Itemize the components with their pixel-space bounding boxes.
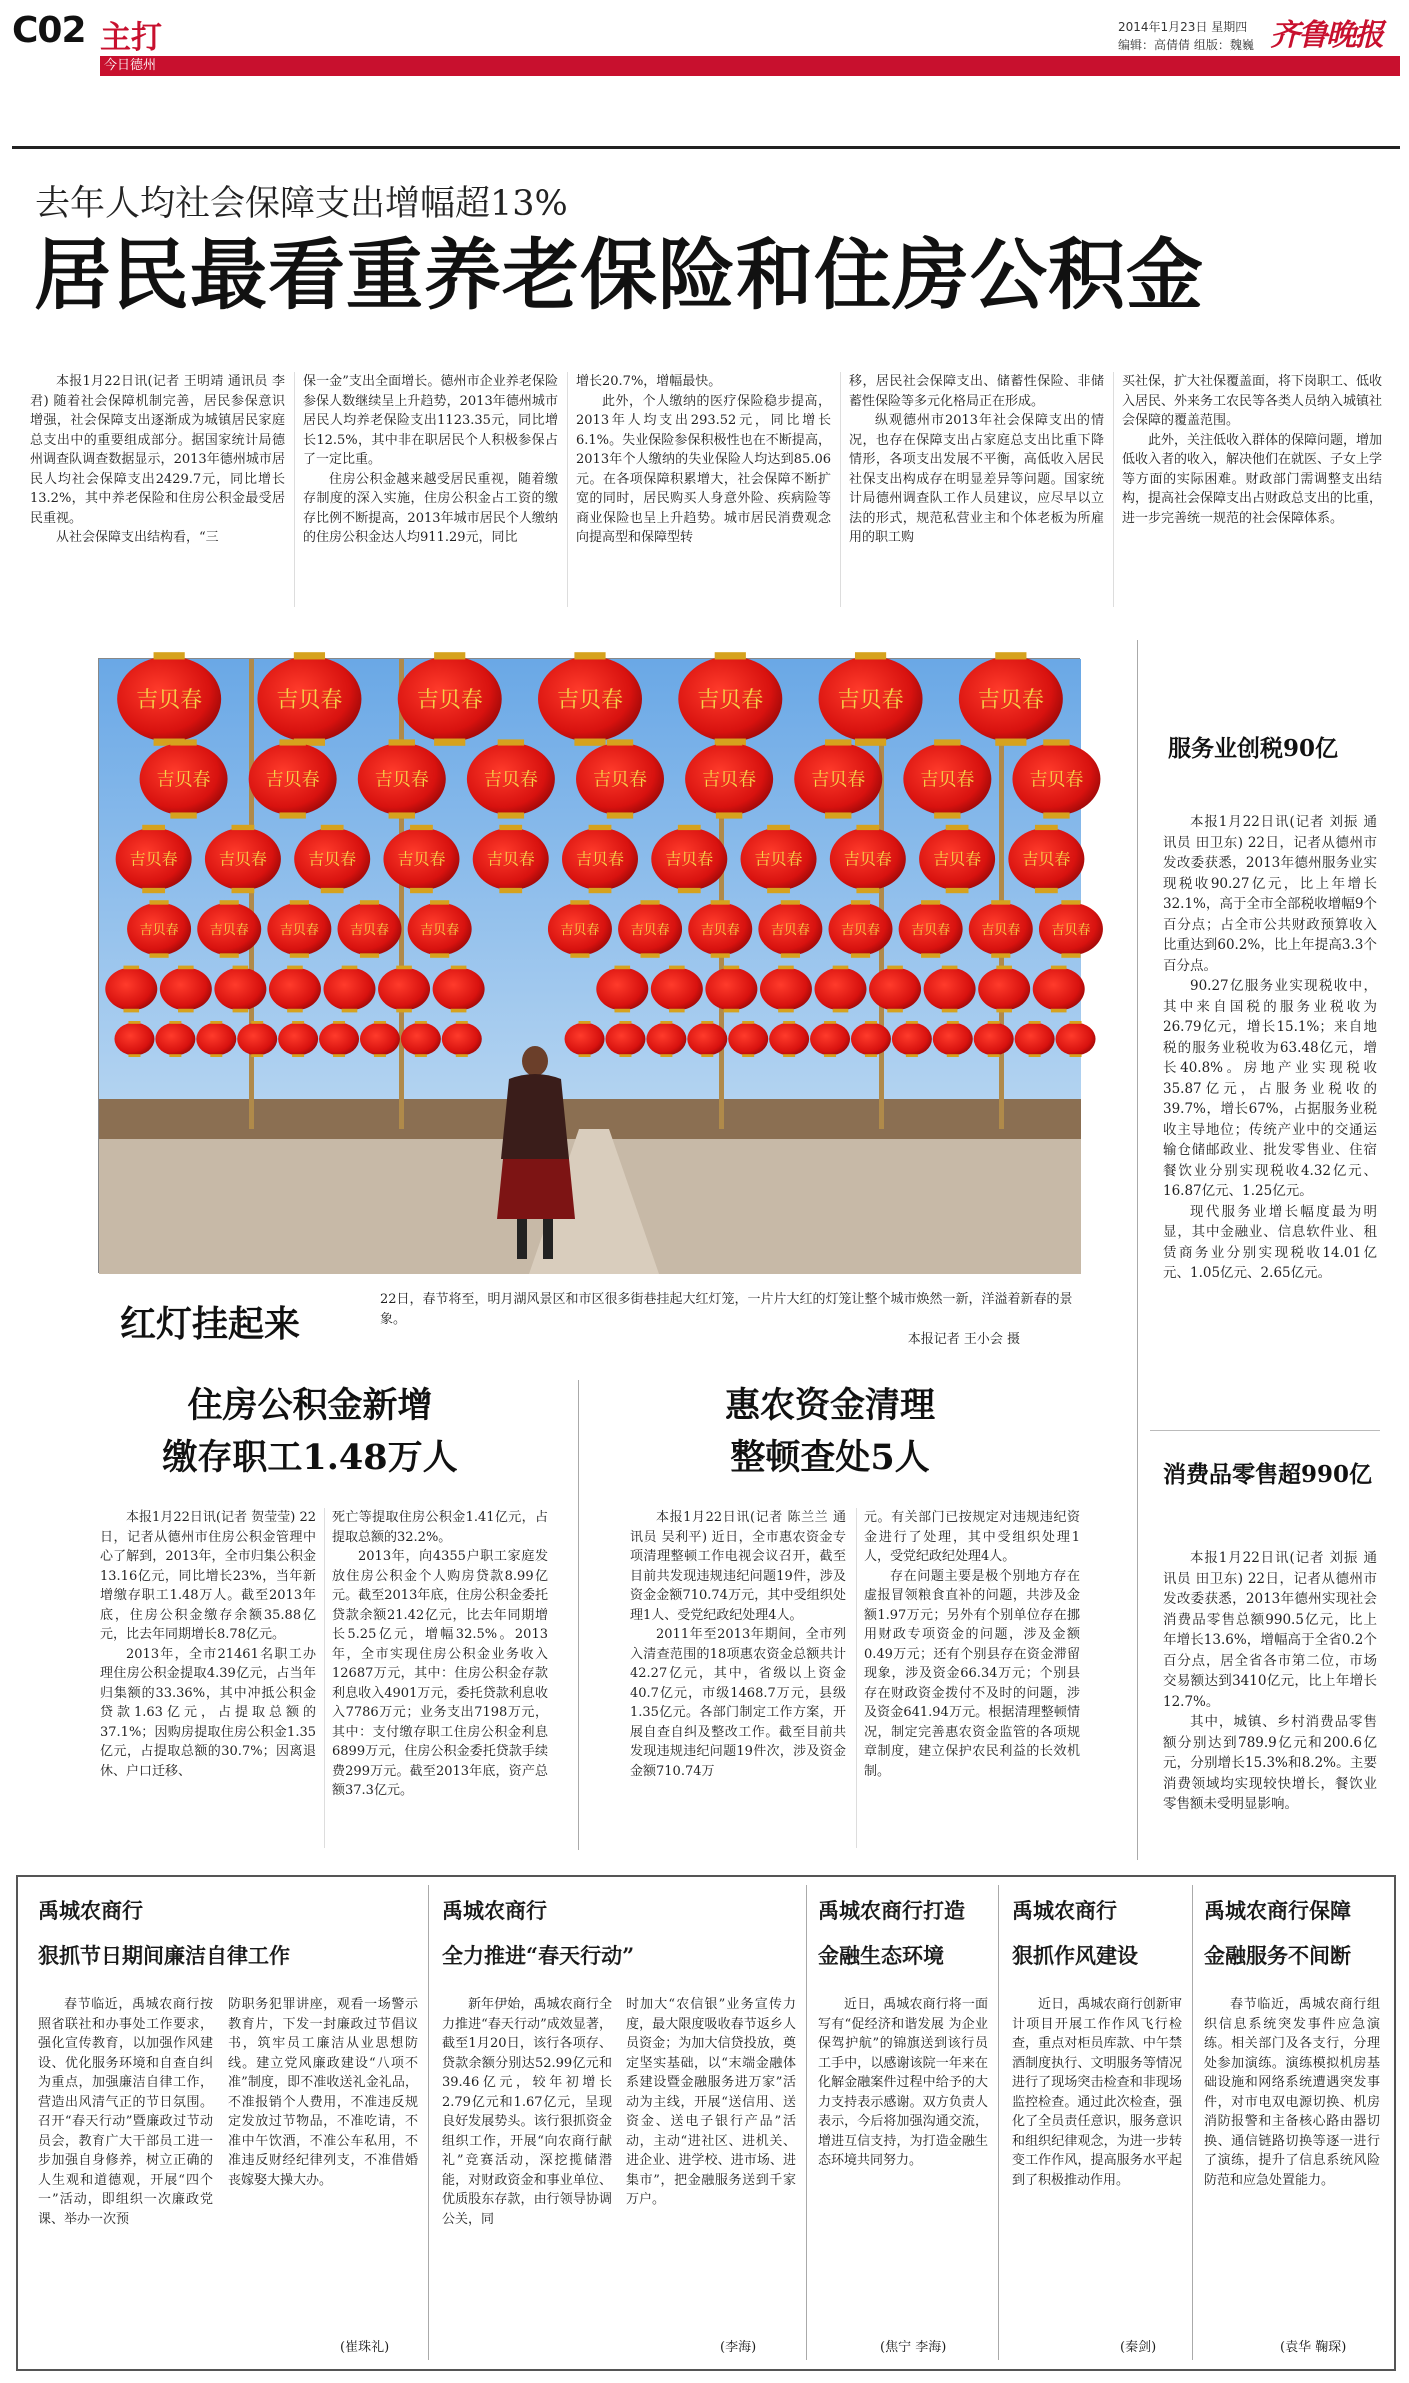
column-divider [1113, 372, 1114, 607]
photo-credit: 本报记者 王小会 摄 [907, 1332, 1020, 1347]
fund-column-2: 死亡等提取住房公积金1.41亿元，占提取总额的32.2%。 2013年，向4355户职工家庭发放住房公积金个人购房贷款8.99亿元。截至2013年底，住房公积金委托贷款余额21.42亿元，比去年同期增长5.25亿元，增幅32.5%。2013年，全市实现住房公积金业务收入12687万元，其中：住房公积金存款利息收入4901万元，委托贷款利息收入7786万元；业务支出7198万元，其中：支付缴存职工住房公积金利息6899万元，住房公积金委托贷款手续费299万元。截至2013年底，资产总额37.3亿元。 [332, 1510, 548, 1798]
lantern-text: 吉贝春 [911, 922, 951, 938]
lantern-text: 吉贝春 [811, 769, 866, 791]
fund-column-1: 本报1月22日讯(记者 贺莹莹) 22日，记者从德州市住房公积金管理中心了解到，2013年，全市归集公积金13.16亿元，同比增长23%，当年新增缴存职工1.48万人。截至2013年底，住房公积金缴存余额35.88亿元，比去年同期增长8.78亿元。 2013年，全市21461名职工办理住房公积金提取4.39亿元，占当年归集额的33.36%，其中冲抵公积金贷款1.63亿元，占提取总额的37.1%；因购房提取住房公积金1.35亿元，占提取总额的30.7%；因离退休、户口迁移、 [100, 1510, 316, 1779]
column-divider [294, 372, 295, 607]
lantern-text: 吉贝春 [265, 769, 320, 791]
lantern-text: 吉贝春 [136, 687, 203, 713]
ad-4-signature: (秦剑) [1120, 2340, 1157, 2355]
services-title: 服务业创税90亿 [1168, 735, 1339, 762]
lantern-text: 吉贝春 [156, 769, 211, 791]
editor-line: 编辑：高倩倩 组版：魏巍 [1118, 38, 1254, 52]
lantern-text: 吉贝春 [840, 922, 881, 938]
lead-column-5: 买社保，扩大社保覆盖面，将下岗职工、低收入居民、外来务工农民等各类人员纳入城镇社会保障的覆盖范围。 此外，关注低收入群体的保障问题，增加低收入者的收入，解决他们在就医、子女上学等方面的实际困难。财政部门需调整支出结构，提高社会保障支出占财政总支出的比重，进一步完善统一规范的社会保障体系。 [1122, 374, 1383, 526]
lantern-text: 吉贝春 [702, 769, 757, 791]
lantern-text: 吉贝春 [1051, 922, 1091, 938]
lantern-text: 吉贝春 [843, 849, 892, 869]
sidebar-divider [1137, 640, 1138, 1860]
lantern-text: 吉贝春 [374, 769, 429, 791]
lantern-text: 吉贝春 [129, 849, 178, 869]
lantern-text: 吉贝春 [486, 849, 535, 869]
lantern-text: 吉贝春 [308, 849, 357, 869]
lantern-text: 吉贝春 [697, 687, 764, 713]
column-divider [856, 1508, 857, 1848]
lantern-text: 吉贝春 [420, 922, 460, 938]
farm-column-2: 元。有关部门已按规定对违规违纪资金进行了处理，其中受组织处理1人，受党纪政纪处理4人。 存在问题主要是极个别地方存在虚报冒领粮食直补的问题，共涉及金额1.97万元；另外有个别单位存在挪用财政专项资金的问题，涉及金额0.49万元；还有个别县存在资金滞留现象，涉及资金66.34万元；个别县存在财政资金拨付不及时的问题，涉及资金641.94万元。根据清理整顿情况，制定完善惠农资金监管的各项规章制度，建立保护农民利益的长效机制。 [864, 1510, 1080, 1779]
lantern-text: 吉贝春 [770, 922, 810, 938]
subsection-label: 今日德州 [104, 58, 157, 73]
ad-2-signature: (李海) [720, 2340, 757, 2355]
services-body: 本报1月22日讯(记者 刘振 通讯员 田卫东) 22日，记者从德州市发改委获悉，2013年德州服务业实现税收90.27亿元，比上年增长32.1%，高于全市全部税收增幅9个百分点；占全市公共财政预算收入比重达到60.2%，比上年提高3.3个百分点。 90.27亿服务业实现税收中，其中来自国税的服务业税收为26.79亿元，增长15.1%；来自地税的服务业税收为63.48亿元，增长40.8%。房地产业实现税收35.87亿元，占服务业税收的39.7%，增长67%，占据服务业税收主导地位；传统产业中的交通运输仓储邮政业、批发零售业、住宿餐饮业分别实现税收4.32亿元、16.87亿元、1.25亿元。 现代服务业增长幅度最为明显，其中金融业、信息软件业、租赁商务业分别实现税收14.01亿元、1.05亿元、2.65亿元。 [1163, 814, 1377, 1281]
date-line: 2014年1月23日 星期四 [1118, 20, 1248, 34]
subsection-bar [100, 56, 1400, 76]
ad-1-column-2: 防职务犯罪讲座，观看一场警示教育片，下发一封廉政过节倡议书，筑牢员工廉洁从业思想防线。建立党风廉政建设“八项不准”制度，即不准收送礼金礼品，不准报销个人费用，不准违反规定发放过节物品，不准吃请，不准中午饮酒，不准公车私用，不准违反财经纪律列支，不准借婚丧嫁娶大操大办。 [228, 1997, 418, 2188]
lead-column-4: 移，居民社会保障支出、储蓄性保险、非储蓄性保险等多元化格局正在形成。 纵观德州市2013年社会保障支出的情况，也存在保障支出占家庭总支出比重下降情形，各项支出发展不平衡，高低收入居民社保支出构成存在明显差异等问题。国家统计局德州调查队工作人员建议，应尽早以立法的形式，规范私营业主和个体老板为所雇用的职工购 [849, 374, 1104, 545]
ad-4-org: 禹城农商行 [1012, 1898, 1117, 1923]
consumer-title: 消费品零售超990亿 [1163, 1461, 1373, 1488]
lantern-text: 吉贝春 [754, 849, 803, 869]
lantern-text: 吉贝春 [560, 922, 600, 938]
lantern-text: 吉贝春 [209, 922, 249, 938]
header-rule [12, 146, 1400, 149]
column-divider [324, 1508, 325, 1848]
ad-5-title: 金融服务不间断 [1204, 1943, 1351, 1968]
ad-5-column-1: 春节临近，禹城农商行组织信息系统突发事件应急演练。相关部门及各支行，分理处参加演练。演练模拟机房基础设施和网络系统遭遇突发事件，对市电双电源切换、机房消防报警和主备核心路由器切换、通信链路切换等逐一进行了演练，提升了信息系统风险防范和应急处置能力。 [1204, 1997, 1380, 2188]
lantern-text: 吉贝春 [483, 769, 538, 791]
sidebar-rule [1150, 1430, 1380, 1431]
column-divider [840, 372, 841, 607]
ad-4-title: 狠抓作风建设 [1012, 1943, 1138, 1968]
ad-4-column-1: 近日，禹城农商行创新审计项目开展工作作风飞行检查，重点对柜员库款、中午禁酒制度执行、文明服务等情况进行了现场突击检查和非现场监控检查。通过此次检查，强化了全员责任意识，服务意识和组织纪律观念，为进一步转变工作作风，提高服务水平起到了积极推动作用。 [1012, 1997, 1182, 2188]
photo-caption: 22日，春节将至，明月湖风景区和市区很多街巷挂起大红灯笼，一片片大红的灯笼让整个城市焕然一新，洋溢着新春的景象。 本报记者 王小会 摄 [380, 1290, 1080, 1350]
section-label: 主打 [100, 20, 162, 56]
ad-2-title: 全力推进“春天行动” [442, 1943, 635, 1968]
ad-3-column-1: 近日，禹城农商行将一面写有“促经济和谐发展 为企业保驾护航”的锦旗送到该行员工手中，以感谢该院一年来在化解金融案件过程中给予的大力支持表示感谢。双方负责人表示，今后将加强沟通交流，增进互信支持，为打造金融生态环境共同努力。 [818, 1997, 988, 2168]
lead-column-3: 增长20.7%，增幅最快。 此外，个人缴纳的医疗保险稳步提高，2013年人均支出293.52元，同比增长6.1%。失业保险参保积极性也在不断提高，2013年个人缴纳的失业保险人均达到85.06元。在各项保障积累增大，社会保障不断扩宽的同时，居民购买人身意外险、疾病险等商业保险也呈上升趋势。城市居民消费观念向提高型和保障型转 [576, 374, 831, 545]
lead-subtitle: 去年人均社会保障支出增幅超13% [35, 184, 568, 224]
ad-3-title: 金融生态环境 [818, 1943, 944, 1968]
lead-column-2: 保一金”支出全面增长。德州市企业养老保险参保人数继续呈上升趋势，2013年德州城市居民人均养老保险支出1123.35元，同比增长12.5%，其中非在职居民个人积极参保占了一定比重。 住房公积金越来越受居民重视，随着缴存制度的深入实施，住房公积金占工资的缴存比例不断提高，2013年城市居民个人缴纳的住房公积金达人均911.29元，同比 [303, 374, 558, 545]
ad-2-org: 禹城农商行 [442, 1898, 547, 1923]
ad-divider [428, 1885, 429, 2360]
column-divider [578, 1380, 579, 1850]
lantern-text: 吉贝春 [593, 769, 647, 791]
farm-title: 惠农资金清理 整顿查处5人 [724, 1385, 935, 1478]
lantern-text: 吉贝春 [276, 687, 343, 713]
lantern-photo [98, 658, 1091, 1273]
lantern-text: 吉贝春 [981, 922, 1021, 938]
ad-divider [1192, 1885, 1193, 2360]
lantern-text: 吉贝春 [556, 687, 624, 713]
lantern-text: 吉贝春 [349, 922, 390, 938]
lantern-text: 吉贝春 [933, 849, 982, 869]
lantern-text: 吉贝春 [630, 922, 670, 938]
lantern-text: 吉贝春 [575, 849, 625, 869]
lantern-text: 吉贝春 [1029, 769, 1084, 791]
lead-title: 居民最看重养老保险和住房公积金 [34, 231, 1204, 321]
lantern-text: 吉贝春 [700, 922, 740, 938]
lead-column-1: 本报1月22日讯(记者 王明靖 通讯员 李君) 随着社会保障机制完善，居民参保意识增强，社会保障支出逐渐成为城镇居民家庭总支出中的重要组成部分。据国家统计局德州调查队调查数据显示，2013年德州城市居民人均社会保障支出2429.7元，同比增长13.2%，其中养老保险和住房公积金最受居民重视。 从社会保障支出结构看，“三 [30, 374, 285, 545]
lantern-photo-image [99, 659, 1091, 1274]
newspaper-logo: 齐鲁晚报 [1270, 18, 1382, 53]
ad-divider [998, 1885, 999, 2360]
ad-2-column-2: 时加大“农信银”业务宣传力度，最大限度吸收春节返乡人员资金；为加大信贷投放，奠定坚实基础，以“末端金融体系建设暨金融服务进万家”活动为主线，开展“送信用、送资金、送电子银行产品”活动，主动“进社区、进机关、进企业、进学校、进市场、进集市”，把金融服务送到千家万户。 [626, 1997, 796, 2207]
lantern-text: 吉贝春 [977, 687, 1044, 713]
ad-divider [806, 1885, 807, 2360]
lantern-pole [399, 659, 404, 1129]
fund-title: 住房公积金新增 缴存职工1.48万人 [162, 1385, 458, 1478]
lantern-text: 吉贝春 [416, 687, 483, 713]
lantern-text: 吉贝春 [665, 849, 714, 869]
photo-title: 红灯挂起来 [120, 1303, 301, 1345]
ad-5-org: 禹城农商行保障 [1204, 1898, 1351, 1923]
lantern-text: 吉贝春 [920, 769, 975, 791]
lantern-text: 吉贝春 [218, 849, 267, 869]
consumer-body: 本报1月22日讯(记者 刘振 通讯员 田卫东) 22日，记者从德州市发改委获悉，2013年德州实现社会消费品零售总额990.5亿元，比上年增长13.6%，增幅高于全省0.2个百分点，居全省各市第二位，市场交易额达到3410亿元，比上年增长12.7%。 其中，城镇、乡村消费品零售额分别达到789.9亿元和200.6亿元，分别增长15.3%和8.2%。主要消费领域均实现较快增长，餐饮业零售额未受明显影响。 [1163, 1550, 1377, 1812]
column-divider [567, 372, 568, 607]
farm-column-1: 本报1月22日讯(记者 陈兰兰 通讯员 吴利平) 近日，全市惠农资金专项清理整顿工作电视会议召开，截至目前共发现违规违纪问题19件，涉及资金金额710.74万元，其中受组织处理1人、受党纪政纪处理4人。 2011年至2013年期间，全市列入清查范围的18项惠农资金总额共计42.27亿元，其中，省级以上资金40.7亿元，市级1468.7万元，县级1.35亿元。各部门制定工作方案，开展自查自纠及整改工作。截至目前共发现违规违纪问题19件次，涉及资金金额710.74万 [630, 1510, 846, 1779]
ad-1-column-1: 春节临近，禹城农商行按照省联社和办事处工作要求，强化宣传教育，以加强作风建设、优化服务环境和自查自纠为重点，加强廉洁自律工作，营造出风清气正的节日氛围。召开“春天行动”暨廉政过节动员会，教育广大干部员工进一步加强自身修养，树立正确的人生观和道德观，开展“四个一”活动，即组织一次廉政党课、举办一次预 [38, 1997, 213, 2227]
lantern-text: 吉贝春 [279, 922, 319, 938]
ad-1-title: 狠抓节日期间廉洁自律工作 [38, 1943, 290, 1968]
lantern-text: 吉贝春 [139, 922, 179, 938]
page-code: C02 [12, 10, 86, 51]
ad-3-signature: (焦宁 李海) [880, 2340, 947, 2355]
ad-1-signature: (崔珠礼) [340, 2340, 390, 2355]
lantern-pole [249, 659, 254, 1129]
lantern-text: 吉贝春 [1022, 849, 1071, 869]
ad-5-signature: (袁华 鞠琛) [1280, 2340, 1347, 2355]
lantern-text: 吉贝春 [837, 687, 904, 713]
lantern-text: 吉贝春 [397, 849, 446, 869]
ad-1-org: 禹城农商行 [38, 1898, 143, 1923]
ad-2-column-1: 新年伊始，禹城农商行全力推进“春天行动”成效显著，截至1月20日，该行各项存、贷款余额分别达52.99亿元和39.46亿元，较年初增长2.79亿元和1.67亿元，呈现良好发展势头。该行狠抓资金组织工作，开展“向农商行献礼”竞赛活动，深挖揽储潜能，对财政资金和事业单位、优质股东存款，由行领导协调公关，同 [442, 1997, 612, 2227]
ad-3-org: 禹城农商行打造 [818, 1898, 965, 1923]
